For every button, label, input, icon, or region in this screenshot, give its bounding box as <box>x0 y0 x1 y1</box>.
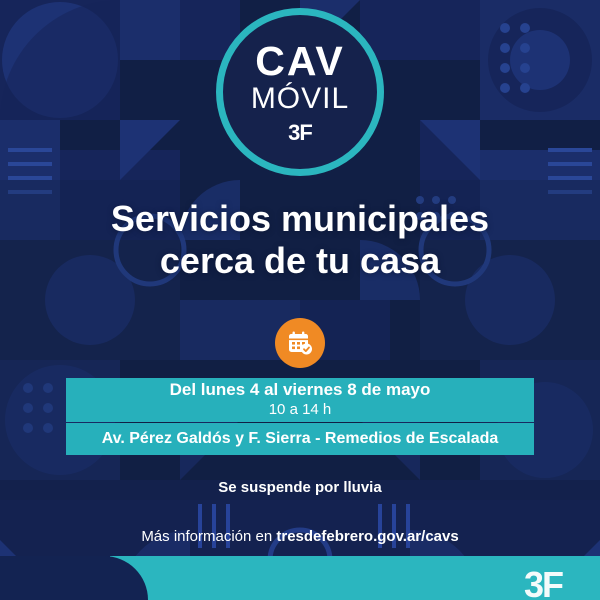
page-title <box>0 198 600 282</box>
schedule-dates: Del lunes 4 al viernes 8 de mayo <box>169 380 431 400</box>
footer-dark-block <box>0 556 110 600</box>
footer-logo-3f: 3F <box>523 564 562 600</box>
schedule-date-band <box>66 378 534 422</box>
calendar-glyph <box>286 329 314 357</box>
headline-line-2: cerca de tu casa <box>159 240 441 282</box>
schedule-hours: 10 a 14 h <box>268 400 332 418</box>
more-info-url[interactable]: tresdefebrero.gov.ar/cavs <box>276 528 459 545</box>
schedule-address-band <box>66 423 534 455</box>
logo-mark-3f: 3F <box>288 119 312 145</box>
schedule-address: Av. Pérez Galdós y F. Sierra - Remedios de Escalada <box>101 430 499 447</box>
cav-movil-logo <box>216 8 384 176</box>
more-info-prefix: Más información en <box>141 528 277 545</box>
rain-note: Se suspende por lluvia <box>218 479 382 496</box>
calendar-icon <box>275 318 325 368</box>
logo-line-movil: MÓVIL <box>250 81 350 115</box>
headline-line-1: Servicios municipales <box>110 198 490 239</box>
more-info <box>0 528 600 545</box>
logo-line-cav: CAV <box>255 37 345 84</box>
